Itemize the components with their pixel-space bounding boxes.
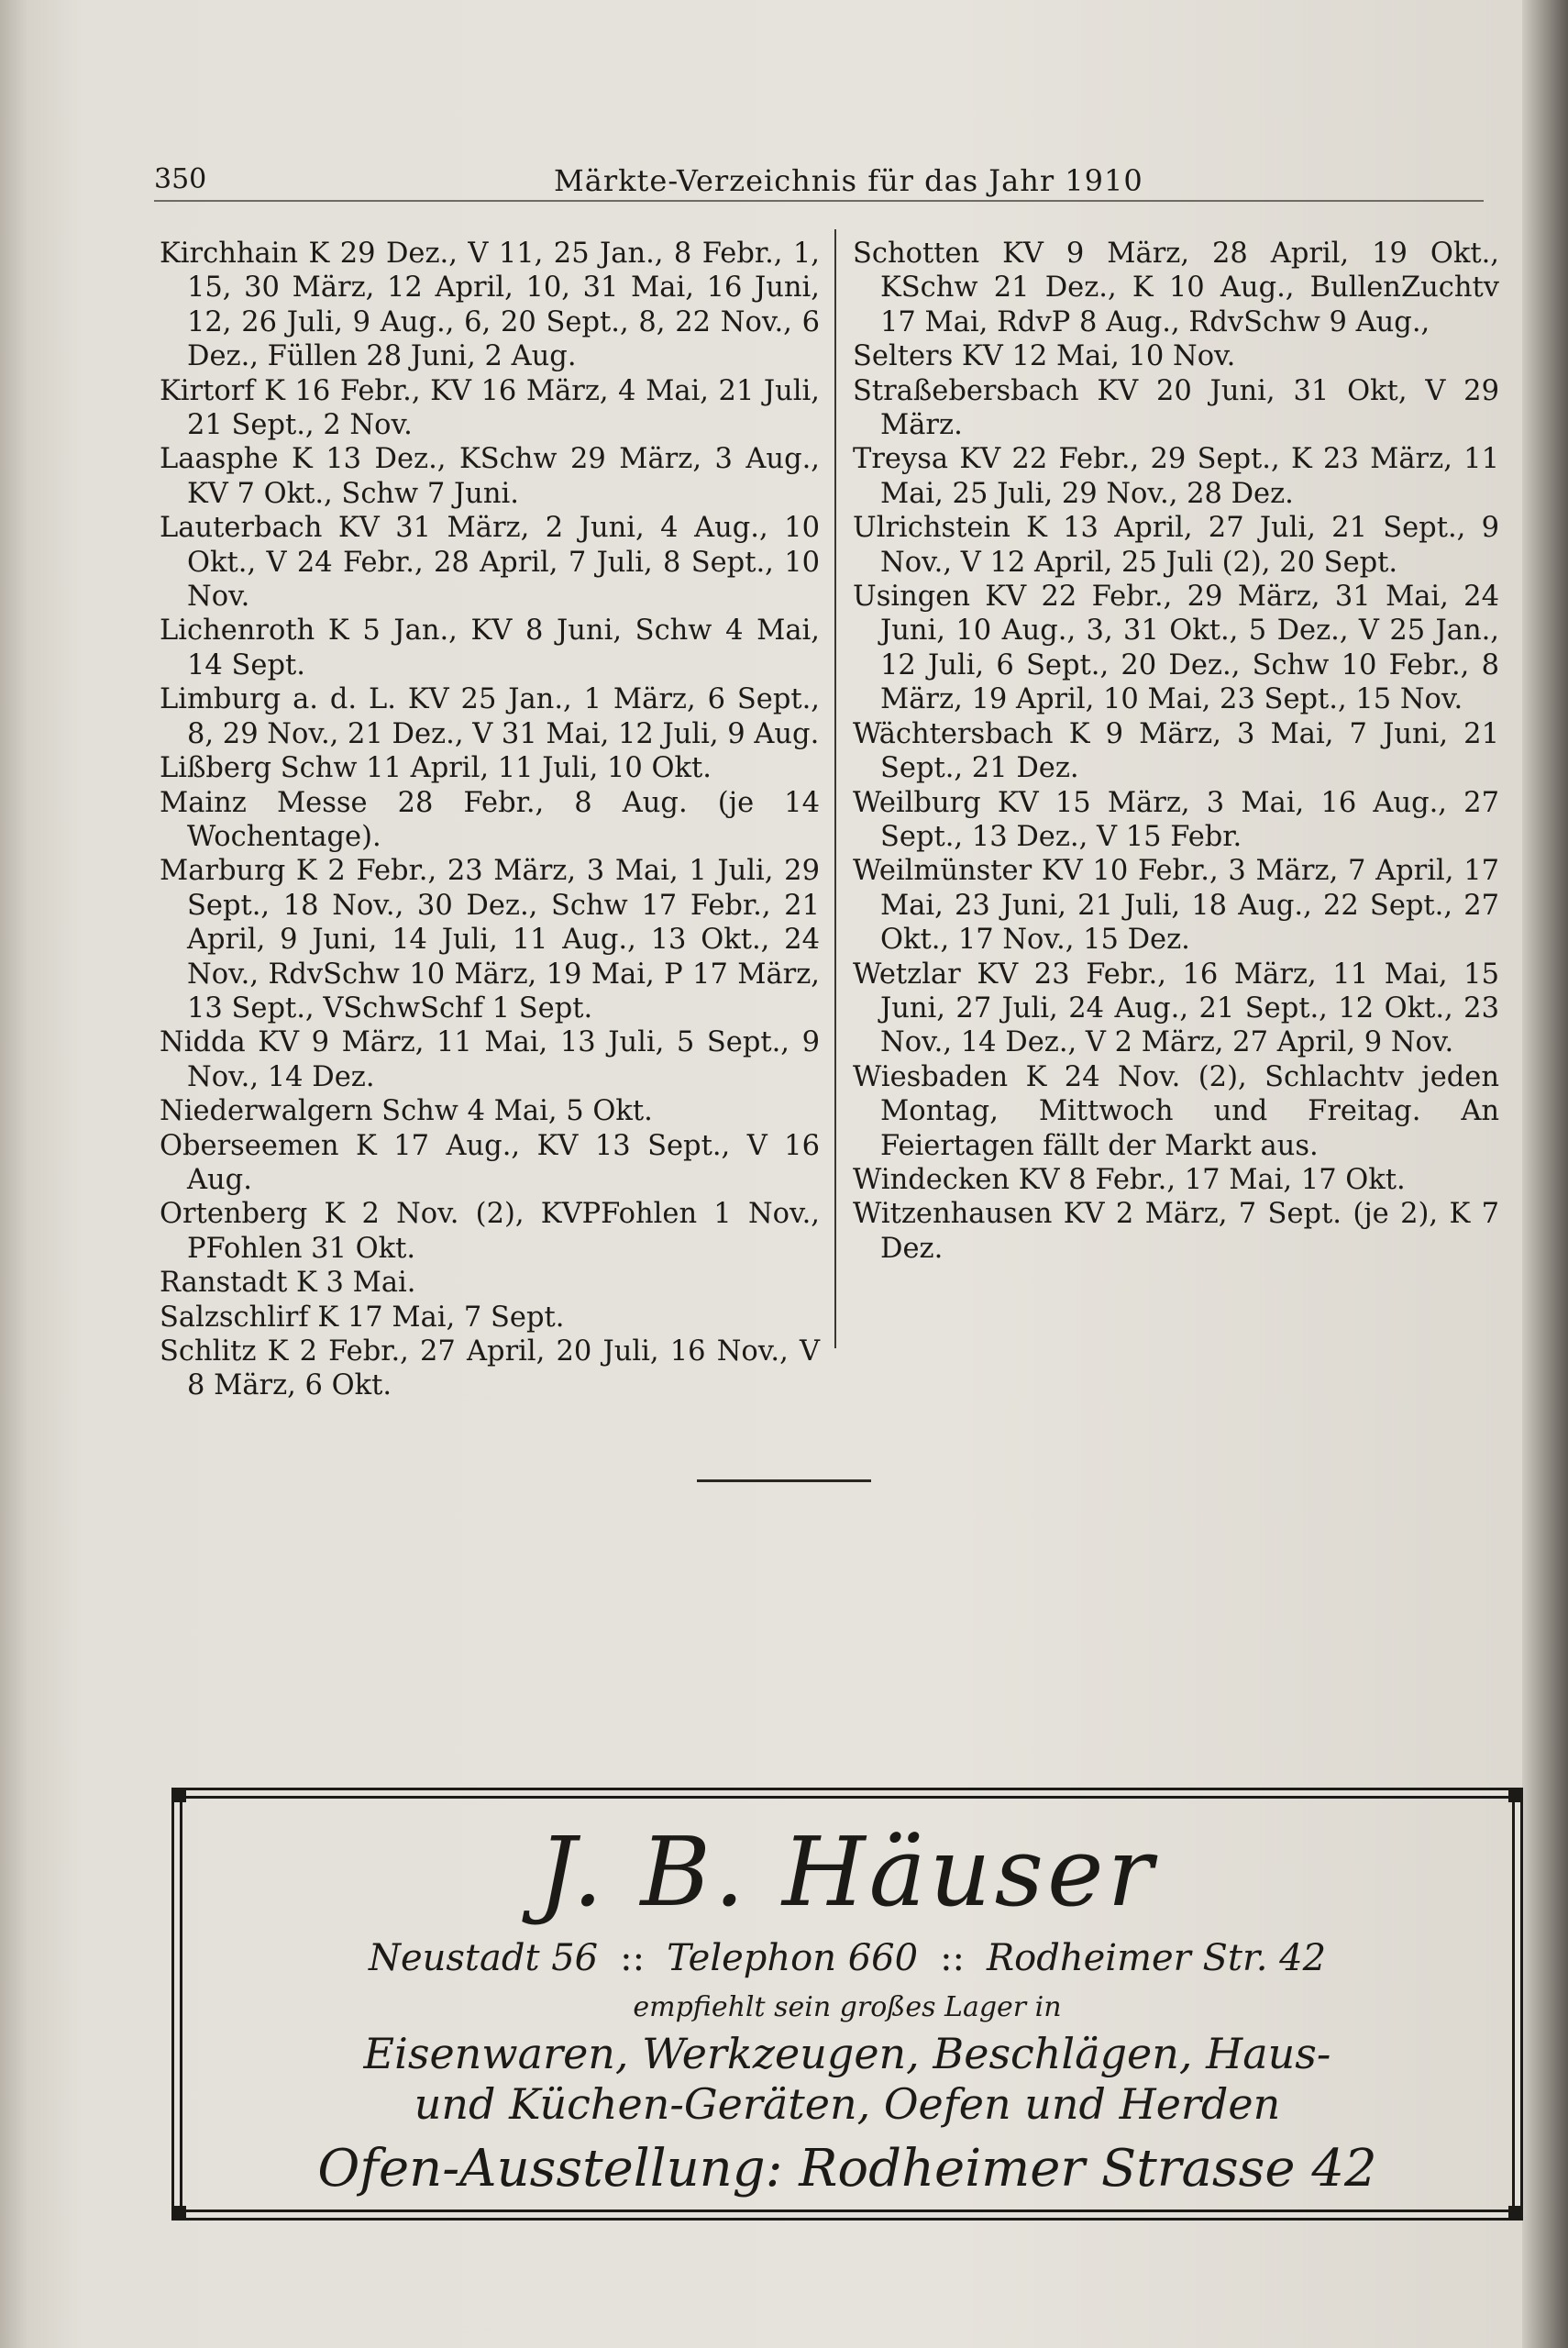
market-entry: Oberseemen K 17 Aug., KV 13 Sept., V 16 Aug. xyxy=(160,1129,820,1196)
market-entry: Lißberg Schw 11 April, 11 Juli, 10 Okt. xyxy=(160,752,712,785)
market-entry: Treysa KV 22 Febr., 29 Sept., K 23 März, 11 Mai, 25 Juli, 29 Nov., 28 Dez. xyxy=(853,443,1499,510)
market-entry: Limburg a. d. L. KV 25 Jan., 1 März, 6 Sept., 8, 29 Nov., 21 Dez., V 31 Mai, 12 Juli, 9 Aug. xyxy=(160,683,820,750)
advertisement-box xyxy=(180,1796,1515,2212)
ad-separator: :: xyxy=(940,1937,966,1979)
page-number: 350 xyxy=(154,163,207,195)
ad-showroom-line: Ofen-Ausstellung: Rodheimer Strasse 42 xyxy=(317,2139,1377,2198)
market-entry: Usingen KV 22 Febr., 29 März, 31 Mai, 24 Juni, 10 Aug., 3, 31 Okt., 5 Dez., V 25 Jan., 12 Juli, 6 Sept., 20 Dez., Schw 10 Febr., 8 März, 19 April, 10 Mai, 23 Sept., 15 Nov. xyxy=(853,581,1499,716)
market-entry: Mainz Messe 28 Febr., 8 Aug. (je 14 Wochentage). xyxy=(160,786,820,853)
market-entry: Kirtorf K 16 Febr., KV 16 März, 4 Mai, 21 Juli, 21 Sept., 2 Nov. xyxy=(160,374,820,442)
market-entry: Lichenroth K 5 Jan., KV 8 Juni, Schw 4 Mai, 14 Sept. xyxy=(160,615,820,681)
page-header xyxy=(154,163,1484,202)
market-entry: Wetzlar KV 23 Febr., 16 März, 11 Mai, 15 Juni, 27 Juli, 24 Aug., 21 Sept., 12 Okt., 23 Nov., 14 Dez., V 2 März, 27 April, 9 Nov. xyxy=(853,958,1499,1059)
market-entry: Wiesbaden K 24 Nov. (2), Schlachtv jeden Montag, Mittwoch und Freitag. An Feiertagen fällt der Markt aus. xyxy=(853,1060,1499,1162)
ad-telephone: Telephon 660 xyxy=(667,1937,919,1979)
market-entry: Ortenberg K 2 Nov. (2), KVPFohlen 1 Nov., PFohlen 31 Okt. xyxy=(160,1198,820,1265)
column-divider xyxy=(834,229,836,1348)
market-entry: Weilburg KV 15 März, 3 Mai, 16 Aug., 27 Sept., 13 Dez., V 15 Febr. xyxy=(853,786,1499,853)
ad-address-right: Rodheimer Str. 42 xyxy=(987,1937,1327,1979)
ad-goods-line-1: Eisenwaren, Werkzeugen, Beschlägen, Haus- xyxy=(363,2029,1331,2078)
market-entry: Wächtersbach K 9 März, 3 Mai, 7 Juni, 21 Sept., 21 Dez. xyxy=(853,717,1499,785)
market-entry: Straßebersbach KV 20 Juni, 31 Okt, V 29 März. xyxy=(853,374,1499,442)
market-entry: Lauterbach KV 31 März, 2 Juni, 4 Aug., 10 Okt., V 24 Febr., 28 April, 7 Juli, 8 Sept., 10 Nov. xyxy=(160,512,820,614)
section-separator-rule xyxy=(697,1479,871,1482)
ad-goods-line-2: und Küchen-Geräten, Oefen und Herden xyxy=(414,2079,1281,2129)
ad-address-left: Neustadt 56 xyxy=(368,1937,599,1979)
book-spine-edge xyxy=(1522,0,1568,2348)
ad-separator: :: xyxy=(620,1937,646,1979)
market-entry: Salzschlirf K 17 Mai, 7 Sept. xyxy=(160,1301,565,1334)
ad-firm-name: J. B. Häuser xyxy=(537,1816,1157,1928)
ad-tagline: empfiehlt sein großes Lager in xyxy=(633,1991,1062,2023)
market-entry: Marburg K 2 Febr., 23 März, 3 Mai, 1 Juli, 29 Sept., 18 Nov., 30 Dez., Schw 17 Febr., 21 April, 9 Juni, 14 Juli, 11 Aug., 13 Okt., 24 Nov., RdvSchw 10 März, 19 Mai, P 17 März, 13 Sept., VSchwSchf 1 Sept. xyxy=(160,855,820,1024)
market-entry: Niederwalgern Schw 4 Mai, 5 Okt. xyxy=(160,1095,653,1128)
ad-address-line xyxy=(182,1936,1512,1980)
right-column xyxy=(853,237,1499,1266)
market-entry: Schotten KV 9 März, 28 April, 19 Okt., KSchw 21 Dez., K 10 Aug., BullenZuchtv 17 Mai, RdvP 8 Aug., RdvSchw 9 Aug., xyxy=(853,238,1499,338)
market-entry: Ulrichstein K 13 April, 27 Juli, 21 Sept., 9 Nov., V 12 April, 25 Juli (2), 20 Sept. xyxy=(853,512,1499,579)
market-entry: Schlitz K 2 Febr., 27 April, 20 Juli, 16 Nov., V 8 März, 6 Okt. xyxy=(160,1335,820,1402)
market-entry: Nidda KV 9 März, 11 Mai, 13 Juli, 5 Sept., 9 Nov., 14 Dez. xyxy=(160,1026,820,1093)
left-column xyxy=(160,237,820,1403)
market-entry: Weilmünster KV 10 Febr., 3 März, 7 April, 17 Mai, 23 Juni, 21 Juli, 18 Aug., 22 Sept., 27 Okt., 17 Nov., 15 Dez. xyxy=(853,855,1499,957)
market-entry: Selters KV 12 Mai, 10 Nov. xyxy=(853,340,1236,373)
market-entry: Kirchhain K 29 Dez., V 11, 25 Jan., 8 Febr., 1, 15, 30 März, 12 April, 10, 31 Mai, 16 Juni, 12, 26 Juli, 9 Aug., 6, 20 Sept., 8, 22 Nov., 6 Dez., Füllen 28 Juni, 2 Aug. xyxy=(160,238,820,373)
market-entry: Witzenhausen KV 2 März, 7 Sept. (je 2), K 7 Dez. xyxy=(853,1198,1499,1265)
running-title: Märkte-Verzeichnis für das Jahr 1910 xyxy=(554,163,1143,198)
market-entry: Windecken KV 8 Febr., 17 Mai, 17 Okt. xyxy=(853,1163,1406,1196)
market-entry: Laasphe K 13 Dez., KSchw 29 März, 3 Aug., KV 7 Okt., Schw 7 Juni. xyxy=(160,443,820,510)
market-entry: Ranstadt K 3 Mai. xyxy=(160,1267,416,1300)
advertisement-content xyxy=(182,1799,1512,2210)
